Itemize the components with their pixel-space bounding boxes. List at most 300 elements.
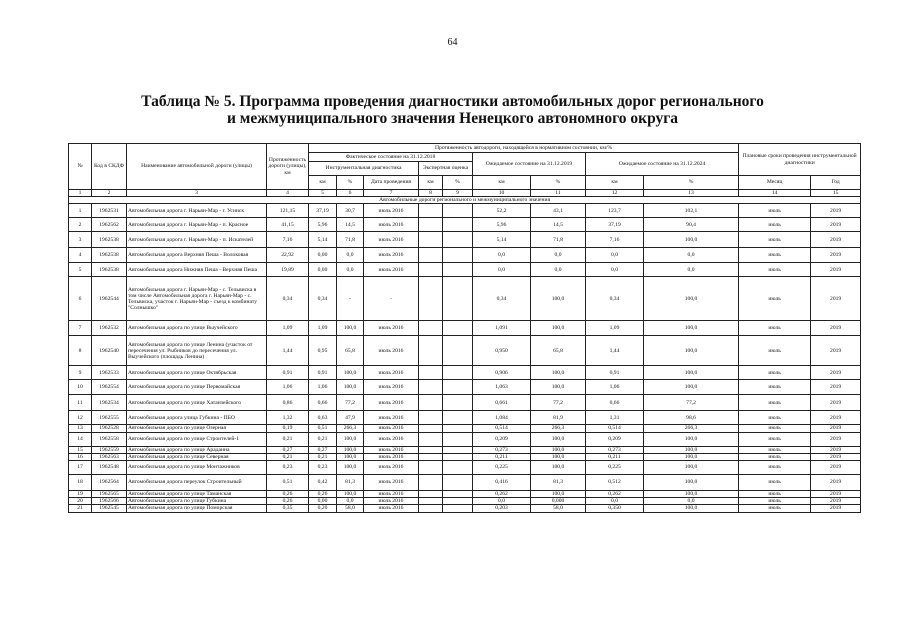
row-pct-2019: 100,0 <box>531 321 586 336</box>
row-actual-pct: 81,3 <box>337 475 364 491</box>
row-code: 1962528 <box>92 425 127 432</box>
row-road-name: Автомобильная дорога г. Нарьян-Мар - п. Искателей <box>127 232 267 248</box>
row-km-2019: 0,209 <box>473 432 531 446</box>
row-road-name: Автомобильная дорога по улице Строителей-1 <box>127 432 267 446</box>
row-road-name: Автомобильная дорога по улице Арадаина <box>127 446 267 453</box>
row-expert-pct <box>443 498 473 505</box>
row-pct-2024: 100,0 <box>644 232 739 248</box>
row-road-name: Автомобильная дорога г. Нарьян-Мар - п. Красное <box>127 218 267 232</box>
title-line-1: Таблица № 5. Программа проведения диагностики автомобильных дорог регионального <box>141 93 764 110</box>
section-heading: Автомобильные дороги регионального и межмуниципального значения <box>69 197 861 204</box>
header-expert: Экспертная оценка <box>419 162 473 176</box>
table-header <box>69 144 861 204</box>
row-km-2024: 0,262 <box>586 491 644 498</box>
row-expert-km <box>419 395 443 411</box>
col-number: 8 <box>419 190 443 197</box>
row-number: 21 <box>69 505 92 512</box>
title-line-2: и межмуниципального значения Ненецкого автономного округа <box>226 110 679 127</box>
row-expert-km <box>419 491 443 498</box>
row-actual-pct: 65,8 <box>337 336 364 366</box>
row-date: июль 2016 <box>364 248 419 263</box>
row-year: 2019 <box>811 218 861 232</box>
row-length: 0,21 <box>267 432 309 446</box>
header-num: № <box>69 144 92 190</box>
row-month: июль <box>739 446 811 453</box>
row-road-name: Автомобильная дорога по улице Озерная <box>127 425 267 432</box>
table-body <box>69 204 861 512</box>
col-number: 5 <box>309 190 337 197</box>
row-km-2019: 0,416 <box>473 475 531 491</box>
row-actual-km: 0,95 <box>309 336 337 366</box>
row-expert-pct <box>443 277 473 321</box>
row-pct-2024: 0,0 <box>644 498 739 505</box>
header-pct: % <box>531 176 586 190</box>
row-number: 9 <box>69 366 92 380</box>
col-number: 11 <box>531 190 586 197</box>
row-date: июль 2016 <box>364 232 419 248</box>
row-actual-pct: 47,9 <box>337 411 364 425</box>
row-km-2024: 7,16 <box>586 232 644 248</box>
row-month: июль <box>739 432 811 446</box>
row-expert-km <box>419 411 443 425</box>
table-row <box>69 411 861 425</box>
row-km-2019: 0,203 <box>473 505 531 512</box>
row-month: июль <box>739 336 811 366</box>
row-expert-km <box>419 461 443 475</box>
row-date: июль 2016 <box>364 446 419 453</box>
row-actual-pct: - <box>337 277 364 321</box>
col-number: 6 <box>337 190 364 197</box>
row-code: 1962532 <box>92 321 127 336</box>
row-km-2024: 0,91 <box>586 366 644 380</box>
row-expert-pct <box>443 263 473 277</box>
row-length: 0,23 <box>267 461 309 475</box>
row-expert-km <box>419 204 443 218</box>
table-row <box>69 232 861 248</box>
row-actual-pct: 100,0 <box>337 321 364 336</box>
row-actual-km: 0,00 <box>309 248 337 263</box>
row-expert-pct <box>443 491 473 498</box>
row-month: июль <box>739 425 811 432</box>
row-pct-2024: 100,0 <box>644 321 739 336</box>
row-expert-pct <box>443 461 473 475</box>
row-actual-km: 0,23 <box>309 461 337 475</box>
col-number: 15 <box>811 190 861 197</box>
header-month: Месяц <box>739 176 811 190</box>
row-km-2024: 1,31 <box>586 411 644 425</box>
row-pct-2019: 71,8 <box>531 232 586 248</box>
row-pct-2019: 100,0 <box>531 366 586 380</box>
diagnostics-table <box>68 143 861 513</box>
table-row <box>69 336 861 366</box>
row-length: 1,32 <box>267 411 309 425</box>
row-number: 11 <box>69 395 92 411</box>
row-year: 2019 <box>811 380 861 395</box>
table-row <box>69 277 861 321</box>
row-actual-pct: 0,0 <box>337 248 364 263</box>
row-road-name: Автомобильная дорога Верхняя Пеша - Волоковая <box>127 248 267 263</box>
header-date: Дата проведения <box>364 176 419 190</box>
row-code: 1962563 <box>92 453 127 460</box>
row-length: 0,26 <box>267 491 309 498</box>
row-actual-pct: 71,8 <box>337 232 364 248</box>
row-date: июль 2016 <box>364 505 419 512</box>
row-code: 1962533 <box>92 366 127 380</box>
row-date: июль 2016 <box>364 475 419 491</box>
row-month: июль <box>739 204 811 218</box>
row-road-name: Автомобильная дорога по улице Ленина (участок от пересечения ул. Рыбников до пересечения ул. Выучейского (площадь Ленина) <box>127 336 267 366</box>
row-year: 2019 <box>811 336 861 366</box>
row-pct-2024: 100,0 <box>644 366 739 380</box>
row-expert-pct <box>443 232 473 248</box>
row-actual-km: 0,34 <box>309 277 337 321</box>
row-month: июль <box>739 232 811 248</box>
header-km: км <box>309 176 337 190</box>
row-road-name: Автомобильная дорога г. Нарьян-Мар - г. Усинск <box>127 204 267 218</box>
row-expert-km <box>419 505 443 512</box>
row-length: 1,09 <box>267 321 309 336</box>
table-row <box>69 453 861 460</box>
row-code: 1962545 <box>92 505 127 512</box>
row-month: июль <box>739 263 811 277</box>
document-title <box>60 93 845 127</box>
header-km: км <box>586 176 644 190</box>
row-expert-km <box>419 248 443 263</box>
row-pct-2024: 100,0 <box>644 461 739 475</box>
row-pct-2019: 100,0 <box>531 432 586 446</box>
row-pct-2019: 81,3 <box>531 475 586 491</box>
row-code: 1962565 <box>92 491 127 498</box>
row-actual-km: 0,26 <box>309 491 337 498</box>
row-month: июль <box>739 453 811 460</box>
row-expert-pct <box>443 218 473 232</box>
row-pct-2024: 0,0 <box>644 263 739 277</box>
table-row <box>69 425 861 432</box>
row-km-2019: 0,906 <box>473 366 531 380</box>
row-year: 2019 <box>811 411 861 425</box>
row-km-2024: 0,211 <box>586 453 644 460</box>
row-km-2024: 0,0 <box>586 263 644 277</box>
row-actual-pct: 100,0 <box>337 366 364 380</box>
row-expert-pct <box>443 395 473 411</box>
row-km-2024: 0,350 <box>586 505 644 512</box>
header-pct: % <box>337 176 364 190</box>
row-number: 19 <box>69 491 92 498</box>
row-length: 0,35 <box>267 505 309 512</box>
row-number: 20 <box>69 498 92 505</box>
row-number: 17 <box>69 461 92 475</box>
row-road-name: Автомобильная дорога по улице Первомайская <box>127 380 267 395</box>
row-expert-km <box>419 336 443 366</box>
row-expert-pct <box>443 446 473 453</box>
row-km-2024: 1,44 <box>586 336 644 366</box>
col-number: 4 <box>267 190 309 197</box>
row-km-2024: 0,209 <box>586 432 644 446</box>
row-length: 0,51 <box>267 475 309 491</box>
table-row <box>69 248 861 263</box>
row-pct-2019: 100,0 <box>531 446 586 453</box>
row-code: 1962538 <box>92 232 127 248</box>
row-expert-km <box>419 366 443 380</box>
row-actual-km: 5,96 <box>309 218 337 232</box>
table-row <box>69 380 861 395</box>
row-month: июль <box>739 277 811 321</box>
row-number: 2 <box>69 218 92 232</box>
row-code: 1962531 <box>92 204 127 218</box>
row-number: 14 <box>69 432 92 446</box>
row-km-2024: 0,225 <box>586 461 644 475</box>
row-length: 19,89 <box>267 263 309 277</box>
row-km-2024: 0,512 <box>586 475 644 491</box>
row-km-2019: 0,225 <box>473 461 531 475</box>
header-road-name: Наименование автомобильной дороги (улицы) <box>127 144 267 190</box>
row-number: 1 <box>69 204 92 218</box>
row-month: июль <box>739 248 811 263</box>
row-expert-km <box>419 263 443 277</box>
row-month: июль <box>739 475 811 491</box>
row-length: 41,15 <box>267 218 309 232</box>
row-pct-2019: 58,0 <box>531 505 586 512</box>
row-code: 1962558 <box>92 432 127 446</box>
row-pct-2024: 100,0 <box>644 277 739 321</box>
row-year: 2019 <box>811 263 861 277</box>
row-road-name: Автомобильная дорога по улице Северная <box>127 453 267 460</box>
row-expert-pct <box>443 432 473 446</box>
row-number: 8 <box>69 336 92 366</box>
row-actual-km: 0,20 <box>309 505 337 512</box>
col-number: 7 <box>364 190 419 197</box>
header-expected-2024: Ожидаемое состояние на 31.12.2024 <box>586 153 739 176</box>
row-pct-2019: 77,2 <box>531 395 586 411</box>
row-pct-2024: 100,0 <box>644 380 739 395</box>
row-km-2019: 1,063 <box>473 380 531 395</box>
row-expert-pct <box>443 204 473 218</box>
table-row <box>69 498 861 505</box>
row-date: июль 2016 <box>364 498 419 505</box>
row-pct-2019: 81,9 <box>531 411 586 425</box>
row-actual-pct: 100,0 <box>337 453 364 460</box>
row-km-2024: 0,273 <box>586 446 644 453</box>
row-km-2024: 0,0 <box>586 498 644 505</box>
row-year: 2019 <box>811 248 861 263</box>
row-month: июль <box>739 395 811 411</box>
header-pct: % <box>644 176 739 190</box>
row-pct-2024: 100,0 <box>644 336 739 366</box>
row-date: - <box>364 277 419 321</box>
row-km-2019: 0,0 <box>473 248 531 263</box>
row-length: 1,44 <box>267 336 309 366</box>
row-month: июль <box>739 366 811 380</box>
col-number: 13 <box>644 190 739 197</box>
row-actual-km: 0,27 <box>309 446 337 453</box>
row-km-2019: 0,514 <box>473 425 531 432</box>
row-km-2019: 5,14 <box>473 232 531 248</box>
row-date: июль 2016 <box>364 453 419 460</box>
row-year: 2019 <box>811 505 861 512</box>
row-actual-pct: 100,0 <box>337 380 364 395</box>
row-pct-2019: 100,0 <box>531 491 586 498</box>
row-code: 1962538 <box>92 263 127 277</box>
row-code: 1962566 <box>92 498 127 505</box>
row-month: июль <box>739 411 811 425</box>
row-code: 1962540 <box>92 336 127 366</box>
row-code: 1962548 <box>92 461 127 475</box>
row-km-2019: 1,084 <box>473 411 531 425</box>
row-expert-pct <box>443 336 473 366</box>
column-numbers-row <box>69 190 861 197</box>
row-date: июль 2016 <box>364 461 419 475</box>
row-actual-km: 0,66 <box>309 395 337 411</box>
row-pct-2019: 65,8 <box>531 336 586 366</box>
row-number: 18 <box>69 475 92 491</box>
row-actual-pct: 30,7 <box>337 204 364 218</box>
row-actual-km: 0,51 <box>309 425 337 432</box>
row-year: 2019 <box>811 425 861 432</box>
row-length: 0,19 <box>267 425 309 432</box>
row-km-2019: 0,0 <box>473 498 531 505</box>
row-km-2019: 5,96 <box>473 218 531 232</box>
table-row <box>69 366 861 380</box>
col-number: 3 <box>127 190 267 197</box>
row-pct-2019: 100,0 <box>531 380 586 395</box>
header-length: Протяженность дороги (улицы), км <box>267 144 309 190</box>
row-year: 2019 <box>811 366 861 380</box>
row-date: июль 2016 <box>364 204 419 218</box>
col-number: 10 <box>473 190 531 197</box>
row-expert-km <box>419 425 443 432</box>
table-row <box>69 321 861 336</box>
header-km: км <box>419 176 443 190</box>
row-km-2019: 0,211 <box>473 453 531 460</box>
row-year: 2019 <box>811 491 861 498</box>
table-row <box>69 432 861 446</box>
row-number: 15 <box>69 446 92 453</box>
row-pct-2024: 100,0 <box>644 432 739 446</box>
row-date: июль 2016 <box>364 380 419 395</box>
row-expert-km <box>419 446 443 453</box>
row-year: 2019 <box>811 498 861 505</box>
row-pct-2024: 100,0 <box>644 446 739 453</box>
row-code: 1962564 <box>92 475 127 491</box>
row-km-2024: 123,7 <box>586 204 644 218</box>
row-actual-pct: 100,0 <box>337 461 364 475</box>
row-month: июль <box>739 321 811 336</box>
row-expert-km <box>419 453 443 460</box>
row-actual-km: 0,21 <box>309 432 337 446</box>
table-row <box>69 263 861 277</box>
row-actual-pct: 100,0 <box>337 432 364 446</box>
row-km-2024: 37,19 <box>586 218 644 232</box>
col-number: 12 <box>586 190 644 197</box>
row-pct-2019: 0,000 <box>531 498 586 505</box>
row-month: июль <box>739 380 811 395</box>
row-km-2019: 0,0 <box>473 263 531 277</box>
row-date: июль 2016 <box>364 411 419 425</box>
row-year: 2019 <box>811 475 861 491</box>
row-pct-2019: 100,0 <box>531 277 586 321</box>
row-actual-pct: 14,5 <box>337 218 364 232</box>
row-pct-2024: 90,4 <box>644 218 739 232</box>
header-km: км <box>473 176 531 190</box>
row-km-2019: 0,273 <box>473 446 531 453</box>
row-actual-km: 0,00 <box>309 263 337 277</box>
row-pct-2019: 100,0 <box>531 453 586 460</box>
row-km-2019: 0,661 <box>473 395 531 411</box>
row-length: 0,91 <box>267 366 309 380</box>
row-road-name: Автомобильная дорога по улице Выучейского <box>127 321 267 336</box>
row-number: 10 <box>69 380 92 395</box>
row-length: 0,34 <box>267 277 309 321</box>
row-pct-2019: 0,0 <box>531 248 586 263</box>
row-length: 0,21 <box>267 453 309 460</box>
row-length: 7,16 <box>267 232 309 248</box>
row-number: 3 <box>69 232 92 248</box>
row-expert-pct <box>443 380 473 395</box>
row-km-2024: 1,09 <box>586 321 644 336</box>
row-number: 13 <box>69 425 92 432</box>
row-date: июль 2016 <box>364 218 419 232</box>
row-month: июль <box>739 498 811 505</box>
row-expert-km <box>419 321 443 336</box>
row-number: 12 <box>69 411 92 425</box>
row-length: 22,92 <box>267 248 309 263</box>
table-row <box>69 475 861 491</box>
row-pct-2024: 100,0 <box>644 475 739 491</box>
row-pct-2019: 14,5 <box>531 218 586 232</box>
col-number: 9 <box>443 190 473 197</box>
row-road-name: Автомобильная дорога по улице Монтажников <box>127 461 267 475</box>
row-month: июль <box>739 218 811 232</box>
table-row <box>69 491 861 498</box>
row-actual-km: 0,42 <box>309 475 337 491</box>
row-year: 2019 <box>811 432 861 446</box>
row-actual-pct: 58,0 <box>337 505 364 512</box>
row-expert-pct <box>443 248 473 263</box>
row-pct-2024: 0,0 <box>644 248 739 263</box>
row-expert-pct <box>443 366 473 380</box>
row-actual-pct: 77,2 <box>337 395 364 411</box>
table-row <box>69 446 861 453</box>
row-expert-km <box>419 475 443 491</box>
row-road-name: Автомобильная дорога г. Нарьян-Мар - с. Тельвиска в том числе Автомобильная дорога г. Нарьян-Мар - с. Тельвиска, участок г. Нарьян-Мар - съезд к комбинату "Солнышко" <box>127 277 267 321</box>
row-km-2024: 0,34 <box>586 277 644 321</box>
row-km-2019: 1,091 <box>473 321 531 336</box>
row-pct-2024: 77,2 <box>644 395 739 411</box>
row-actual-km: 37,19 <box>309 204 337 218</box>
row-number: 7 <box>69 321 92 336</box>
row-date: июль 2016 <box>364 432 419 446</box>
row-expert-km <box>419 432 443 446</box>
row-road-name: Автомобильная дорога по улице Поморская <box>127 505 267 512</box>
row-pct-2024: 266,3 <box>644 425 739 432</box>
row-year: 2019 <box>811 446 861 453</box>
row-actual-km: 1,06 <box>309 380 337 395</box>
row-actual-km: 0,91 <box>309 366 337 380</box>
row-year: 2019 <box>811 232 861 248</box>
row-year: 2019 <box>811 204 861 218</box>
row-number: 6 <box>69 277 92 321</box>
row-expert-km <box>419 232 443 248</box>
row-actual-pct: 0,0 <box>337 498 364 505</box>
row-code: 1962554 <box>92 380 127 395</box>
row-length: 1,06 <box>267 380 309 395</box>
table-row <box>69 204 861 218</box>
row-year: 2019 <box>811 395 861 411</box>
col-number: 2 <box>92 190 127 197</box>
row-road-name: Автомобильная дорога по улице Губкина <box>127 498 267 505</box>
row-expert-km <box>419 380 443 395</box>
row-expert-pct <box>443 411 473 425</box>
